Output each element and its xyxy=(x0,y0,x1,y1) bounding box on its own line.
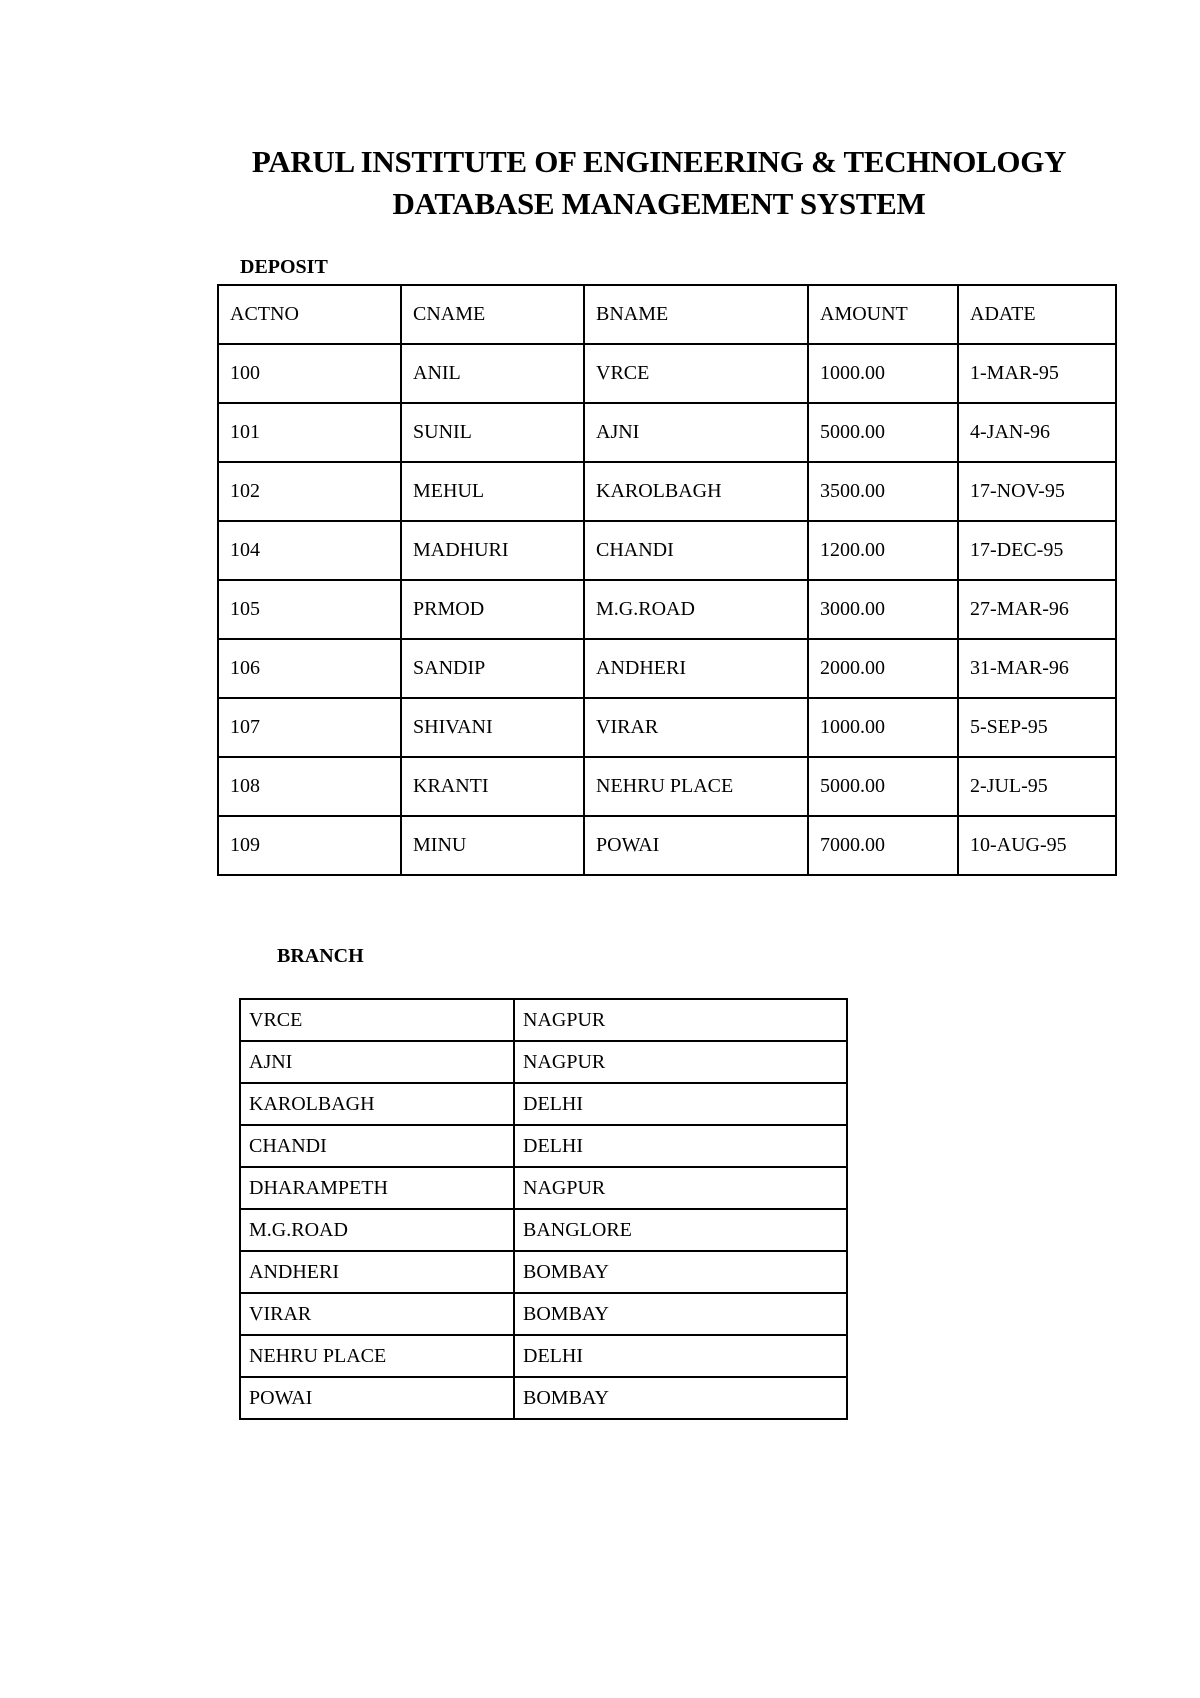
branch-city-cell: BANGLORE xyxy=(514,1209,847,1251)
column-header-amount: AMOUNT xyxy=(808,285,958,344)
branch-table-label: BRANCH xyxy=(277,945,364,967)
actno-cell: 107 xyxy=(218,698,401,757)
amount-cell: 5000.00 xyxy=(808,757,958,816)
bname-cell: CHANDI xyxy=(584,521,808,580)
actno-cell: 108 xyxy=(218,757,401,816)
cname-cell: MINU xyxy=(401,816,584,875)
cname-cell: MADHURI xyxy=(401,521,584,580)
amount-cell: 7000.00 xyxy=(808,816,958,875)
branch-name-cell: ANDHERI xyxy=(240,1251,514,1293)
cname-cell: SANDIP xyxy=(401,639,584,698)
branch-city-cell: DELHI xyxy=(514,1083,847,1125)
deposit-row xyxy=(218,816,1116,875)
cname-cell: ANIL xyxy=(401,344,584,403)
actno-cell: 105 xyxy=(218,580,401,639)
adate-cell: 1-MAR-95 xyxy=(958,344,1116,403)
branch-city-cell: BOMBAY xyxy=(514,1377,847,1419)
column-header-bname: BNAME xyxy=(584,285,808,344)
amount-cell: 2000.00 xyxy=(808,639,958,698)
amount-cell: 3500.00 xyxy=(808,462,958,521)
branch-row xyxy=(240,1293,847,1335)
bname-cell: AJNI xyxy=(584,403,808,462)
branch-row xyxy=(240,1125,847,1167)
deposit-row xyxy=(218,344,1116,403)
branch-name-cell: VIRAR xyxy=(240,1293,514,1335)
deposit-table xyxy=(217,284,1117,876)
bname-cell: POWAI xyxy=(584,816,808,875)
adate-cell: 31-MAR-96 xyxy=(958,639,1116,698)
branch-row xyxy=(240,1335,847,1377)
cname-cell: KRANTI xyxy=(401,757,584,816)
branch-row xyxy=(240,1167,847,1209)
deposit-row xyxy=(218,403,1116,462)
amount-cell: 1000.00 xyxy=(808,344,958,403)
branch-row xyxy=(240,1041,847,1083)
cname-cell: SHIVANI xyxy=(401,698,584,757)
cname-cell: MEHUL xyxy=(401,462,584,521)
actno-cell: 100 xyxy=(218,344,401,403)
adate-cell: 2-JUL-95 xyxy=(958,757,1116,816)
adate-cell: 4-JAN-96 xyxy=(958,403,1116,462)
amount-cell: 1200.00 xyxy=(808,521,958,580)
adate-cell: 27-MAR-96 xyxy=(958,580,1116,639)
deposit-row xyxy=(218,757,1116,816)
deposit-table-label: DEPOSIT xyxy=(240,256,328,278)
adate-cell: 17-NOV-95 xyxy=(958,462,1116,521)
branch-name-cell: VRCE xyxy=(240,999,514,1041)
bname-cell: VIRAR xyxy=(584,698,808,757)
branch-city-cell: DELHI xyxy=(514,1335,847,1377)
amount-cell: 5000.00 xyxy=(808,403,958,462)
adate-cell: 10-AUG-95 xyxy=(958,816,1116,875)
deposit-row xyxy=(218,639,1116,698)
deposit-header-row xyxy=(218,285,1116,344)
deposit-row xyxy=(218,521,1116,580)
institute-title: PARUL INSTITUTE OF ENGINEERING & TECHNOLOGY xyxy=(251,144,1067,179)
amount-cell: 3000.00 xyxy=(808,580,958,639)
branch-row xyxy=(240,1251,847,1293)
column-header-actno: ACTNO xyxy=(218,285,401,344)
branch-name-cell: KAROLBAGH xyxy=(240,1083,514,1125)
branch-row xyxy=(240,1377,847,1419)
branch-row xyxy=(240,999,847,1041)
actno-cell: 106 xyxy=(218,639,401,698)
deposit-row xyxy=(218,462,1116,521)
column-header-cname: CNAME xyxy=(401,285,584,344)
course-title: DATABASE MANAGEMENT SYSTEM xyxy=(392,186,926,221)
actno-cell: 109 xyxy=(218,816,401,875)
branch-name-cell: CHANDI xyxy=(240,1125,514,1167)
branch-city-cell: DELHI xyxy=(514,1125,847,1167)
branch-city-cell: BOMBAY xyxy=(514,1251,847,1293)
branch-name-cell: DHARAMPETH xyxy=(240,1167,514,1209)
bname-cell: M.G.ROAD xyxy=(584,580,808,639)
branch-row xyxy=(240,1083,847,1125)
bname-cell: VRCE xyxy=(584,344,808,403)
deposit-row xyxy=(218,580,1116,639)
actno-cell: 104 xyxy=(218,521,401,580)
column-header-adate: ADATE xyxy=(958,285,1116,344)
cname-cell: SUNIL xyxy=(401,403,584,462)
branch-city-cell: BOMBAY xyxy=(514,1293,847,1335)
branch-row xyxy=(240,1209,847,1251)
bname-cell: NEHRU PLACE xyxy=(584,757,808,816)
actno-cell: 102 xyxy=(218,462,401,521)
branch-city-cell: NAGPUR xyxy=(514,1041,847,1083)
cname-cell: PRMOD xyxy=(401,580,584,639)
branch-name-cell: NEHRU PLACE xyxy=(240,1335,514,1377)
adate-cell: 5-SEP-95 xyxy=(958,698,1116,757)
amount-cell: 1000.00 xyxy=(808,698,958,757)
deposit-row xyxy=(218,698,1116,757)
bname-cell: ANDHERI xyxy=(584,639,808,698)
branch-city-cell: NAGPUR xyxy=(514,1167,847,1209)
branch-name-cell: M.G.ROAD xyxy=(240,1209,514,1251)
bname-cell: KAROLBAGH xyxy=(584,462,808,521)
branch-table xyxy=(239,998,848,1420)
branch-city-cell: NAGPUR xyxy=(514,999,847,1041)
branch-name-cell: AJNI xyxy=(240,1041,514,1083)
actno-cell: 101 xyxy=(218,403,401,462)
branch-name-cell: POWAI xyxy=(240,1377,514,1419)
adate-cell: 17-DEC-95 xyxy=(958,521,1116,580)
